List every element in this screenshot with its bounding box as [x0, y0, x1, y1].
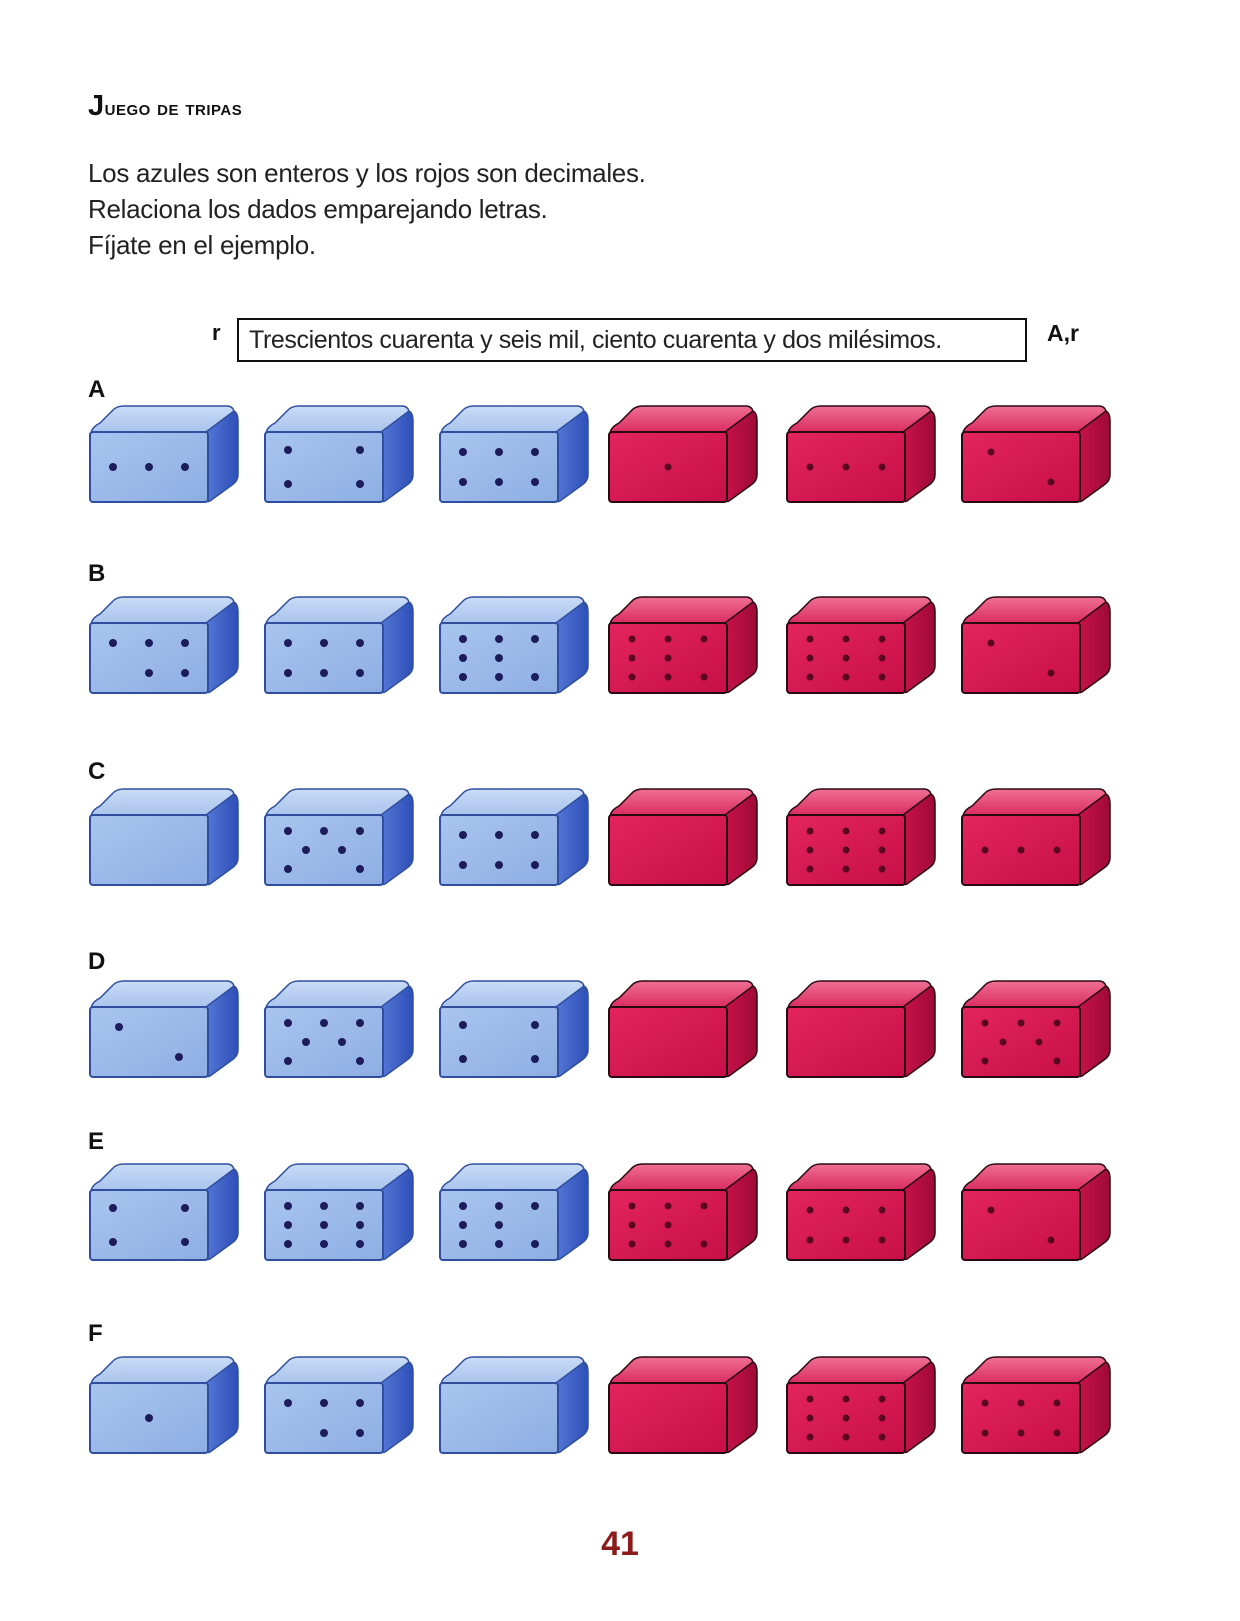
pip	[284, 827, 292, 835]
pip	[807, 1237, 814, 1244]
blue-die	[88, 1356, 243, 1456]
pip	[807, 1396, 814, 1403]
blue-die	[438, 405, 593, 505]
instruction-line: Relaciona los dados emparejando letras.	[88, 194, 548, 224]
row-label: A	[88, 376, 106, 403]
pip	[1000, 1039, 1007, 1046]
pip	[356, 480, 364, 488]
page-number: 41	[601, 1525, 639, 1563]
pip	[879, 1434, 886, 1441]
pip	[879, 674, 886, 681]
row-label: B	[88, 560, 106, 587]
blue-die	[438, 788, 593, 888]
pip	[1018, 847, 1025, 854]
pip	[807, 1434, 814, 1441]
pip	[988, 1207, 995, 1214]
pip	[115, 1023, 123, 1031]
pip	[629, 636, 636, 643]
blue-die	[88, 1163, 243, 1263]
pip	[302, 1038, 310, 1046]
row-label: D	[88, 948, 106, 975]
pip	[988, 640, 995, 647]
pip	[982, 1400, 989, 1407]
pip	[495, 478, 503, 486]
pip	[175, 1053, 183, 1061]
example-letter: r	[212, 320, 221, 345]
red-die	[785, 788, 940, 888]
example-answer: A,r	[1047, 320, 1079, 346]
pip	[807, 636, 814, 643]
page-title: Juego de tripas	[88, 90, 243, 122]
pip	[843, 1207, 850, 1214]
red-die	[607, 1163, 762, 1263]
pip	[531, 1021, 539, 1029]
pip	[701, 674, 708, 681]
red-die	[785, 1163, 940, 1263]
pip	[665, 1222, 672, 1229]
pip	[302, 846, 310, 854]
pip	[495, 654, 503, 662]
pip	[459, 478, 467, 486]
pip	[843, 636, 850, 643]
pip	[284, 1057, 292, 1065]
pip	[843, 464, 850, 471]
pip	[531, 635, 539, 643]
red-die	[960, 1356, 1115, 1456]
pip	[629, 1222, 636, 1229]
example-box: Trescientos cuarenta y seis mil, ciento cuarenta y dos milésimos.	[237, 318, 1027, 362]
pip	[145, 463, 153, 471]
blue-die	[88, 405, 243, 505]
blue-die	[263, 596, 418, 696]
pip	[807, 866, 814, 873]
pip	[531, 478, 539, 486]
pip	[665, 636, 672, 643]
pip	[356, 639, 364, 647]
pip	[109, 1238, 117, 1246]
pip	[284, 669, 292, 677]
pip	[356, 1399, 364, 1407]
pip	[1048, 1237, 1055, 1244]
pip	[807, 655, 814, 662]
pip	[701, 1203, 708, 1210]
pip	[879, 655, 886, 662]
pip	[338, 846, 346, 854]
red-die	[785, 405, 940, 505]
pip	[495, 673, 503, 681]
pip	[320, 1019, 328, 1027]
pip	[1018, 1020, 1025, 1027]
pip	[356, 1240, 364, 1248]
pip	[356, 1057, 364, 1065]
pip	[531, 1202, 539, 1210]
pip	[145, 639, 153, 647]
red-die	[607, 788, 762, 888]
pip	[807, 1207, 814, 1214]
red-die	[785, 1356, 940, 1456]
pip	[629, 655, 636, 662]
red-die	[607, 596, 762, 696]
pip	[665, 1241, 672, 1248]
pip	[1018, 1400, 1025, 1407]
pip	[284, 1240, 292, 1248]
pip	[320, 827, 328, 835]
pip	[284, 1202, 292, 1210]
pip	[807, 828, 814, 835]
red-die	[785, 980, 940, 1080]
row-label: E	[88, 1128, 105, 1155]
pip	[495, 448, 503, 456]
pip	[1054, 1058, 1061, 1065]
blue-die	[438, 596, 593, 696]
pip	[665, 464, 672, 471]
pip	[181, 1204, 189, 1212]
pip	[320, 1399, 328, 1407]
pip	[982, 1020, 989, 1027]
pip	[320, 1202, 328, 1210]
pip	[495, 1240, 503, 1248]
red-die	[607, 1356, 762, 1456]
pip	[665, 1203, 672, 1210]
pip	[320, 669, 328, 677]
pip	[988, 449, 995, 456]
pip	[109, 463, 117, 471]
pip	[807, 674, 814, 681]
pip	[181, 463, 189, 471]
pip	[531, 673, 539, 681]
pip	[843, 828, 850, 835]
pip	[459, 654, 467, 662]
blue-die	[263, 1163, 418, 1263]
blue-die	[263, 405, 418, 505]
pip	[701, 636, 708, 643]
pip	[459, 448, 467, 456]
blue-die	[263, 980, 418, 1080]
pip	[629, 674, 636, 681]
pip	[181, 669, 189, 677]
pip	[843, 1396, 850, 1403]
pip	[356, 1019, 364, 1027]
blue-die	[263, 1356, 418, 1456]
pip	[843, 655, 850, 662]
pip	[284, 1221, 292, 1229]
pip	[843, 866, 850, 873]
instruction-line: Fíjate en el ejemplo.	[88, 230, 316, 260]
pip	[356, 1202, 364, 1210]
pip	[629, 1203, 636, 1210]
blue-die	[88, 788, 243, 888]
pip	[531, 861, 539, 869]
pip	[495, 1221, 503, 1229]
pip	[1036, 1039, 1043, 1046]
blue-die	[438, 1356, 593, 1456]
pip	[459, 831, 467, 839]
pip	[284, 480, 292, 488]
pip	[1054, 1430, 1061, 1437]
pip	[1054, 1020, 1061, 1027]
pip	[181, 639, 189, 647]
pip	[459, 673, 467, 681]
pip	[356, 669, 364, 677]
pip	[701, 1241, 708, 1248]
pip	[320, 639, 328, 647]
red-die	[960, 1163, 1115, 1263]
pip	[1054, 1400, 1061, 1407]
pip	[1054, 847, 1061, 854]
pip	[320, 1221, 328, 1229]
pip	[807, 847, 814, 854]
pip	[531, 1055, 539, 1063]
pip	[459, 1021, 467, 1029]
pip	[356, 827, 364, 835]
pip	[531, 1240, 539, 1248]
instructions	[88, 155, 646, 263]
pip	[338, 1038, 346, 1046]
pip	[879, 866, 886, 873]
pip	[356, 446, 364, 454]
pip	[495, 1202, 503, 1210]
pip	[879, 1237, 886, 1244]
row-label: F	[88, 1320, 103, 1347]
pip	[284, 639, 292, 647]
pip	[1048, 479, 1055, 486]
pip	[629, 1241, 636, 1248]
row-label: C	[88, 758, 106, 785]
pip	[982, 847, 989, 854]
pip	[320, 1429, 328, 1437]
pip	[145, 669, 153, 677]
pip	[145, 1414, 153, 1422]
pip	[495, 831, 503, 839]
pip	[181, 1238, 189, 1246]
pip	[459, 1240, 467, 1248]
red-die	[960, 596, 1115, 696]
blue-die	[88, 596, 243, 696]
pip	[879, 847, 886, 854]
pip	[284, 865, 292, 873]
pip	[320, 1240, 328, 1248]
pip	[284, 1399, 292, 1407]
pip	[284, 446, 292, 454]
pip	[879, 1415, 886, 1422]
pip	[356, 1221, 364, 1229]
pip	[356, 865, 364, 873]
pip	[459, 1202, 467, 1210]
pip	[843, 1434, 850, 1441]
pip	[495, 635, 503, 643]
pip	[495, 861, 503, 869]
pip	[665, 655, 672, 662]
pip	[843, 674, 850, 681]
pip	[807, 1415, 814, 1422]
pip	[459, 1055, 467, 1063]
red-die	[960, 788, 1115, 888]
pip	[879, 1396, 886, 1403]
pip	[665, 674, 672, 681]
red-die	[785, 596, 940, 696]
blue-die	[263, 788, 418, 888]
pip	[982, 1058, 989, 1065]
pip	[459, 861, 467, 869]
pip	[843, 1237, 850, 1244]
red-die	[607, 980, 762, 1080]
blue-die	[438, 980, 593, 1080]
red-die	[607, 405, 762, 505]
pip	[1018, 1430, 1025, 1437]
red-die	[960, 405, 1115, 505]
instruction-line: Los azules son enteros y los rojos son decimales.	[88, 158, 646, 188]
pip	[356, 1429, 364, 1437]
pip	[982, 1430, 989, 1437]
pip	[531, 831, 539, 839]
pip	[843, 847, 850, 854]
blue-die	[438, 1163, 593, 1263]
pip	[459, 1221, 467, 1229]
pip	[459, 635, 467, 643]
pip	[284, 1019, 292, 1027]
pip	[109, 1204, 117, 1212]
pip	[1048, 670, 1055, 677]
pip	[843, 1415, 850, 1422]
pip	[879, 1207, 886, 1214]
blue-die	[88, 980, 243, 1080]
pip	[109, 639, 117, 647]
pip	[807, 464, 814, 471]
pip	[879, 464, 886, 471]
pip	[879, 636, 886, 643]
pip	[531, 448, 539, 456]
red-die	[960, 980, 1115, 1080]
pip	[879, 828, 886, 835]
